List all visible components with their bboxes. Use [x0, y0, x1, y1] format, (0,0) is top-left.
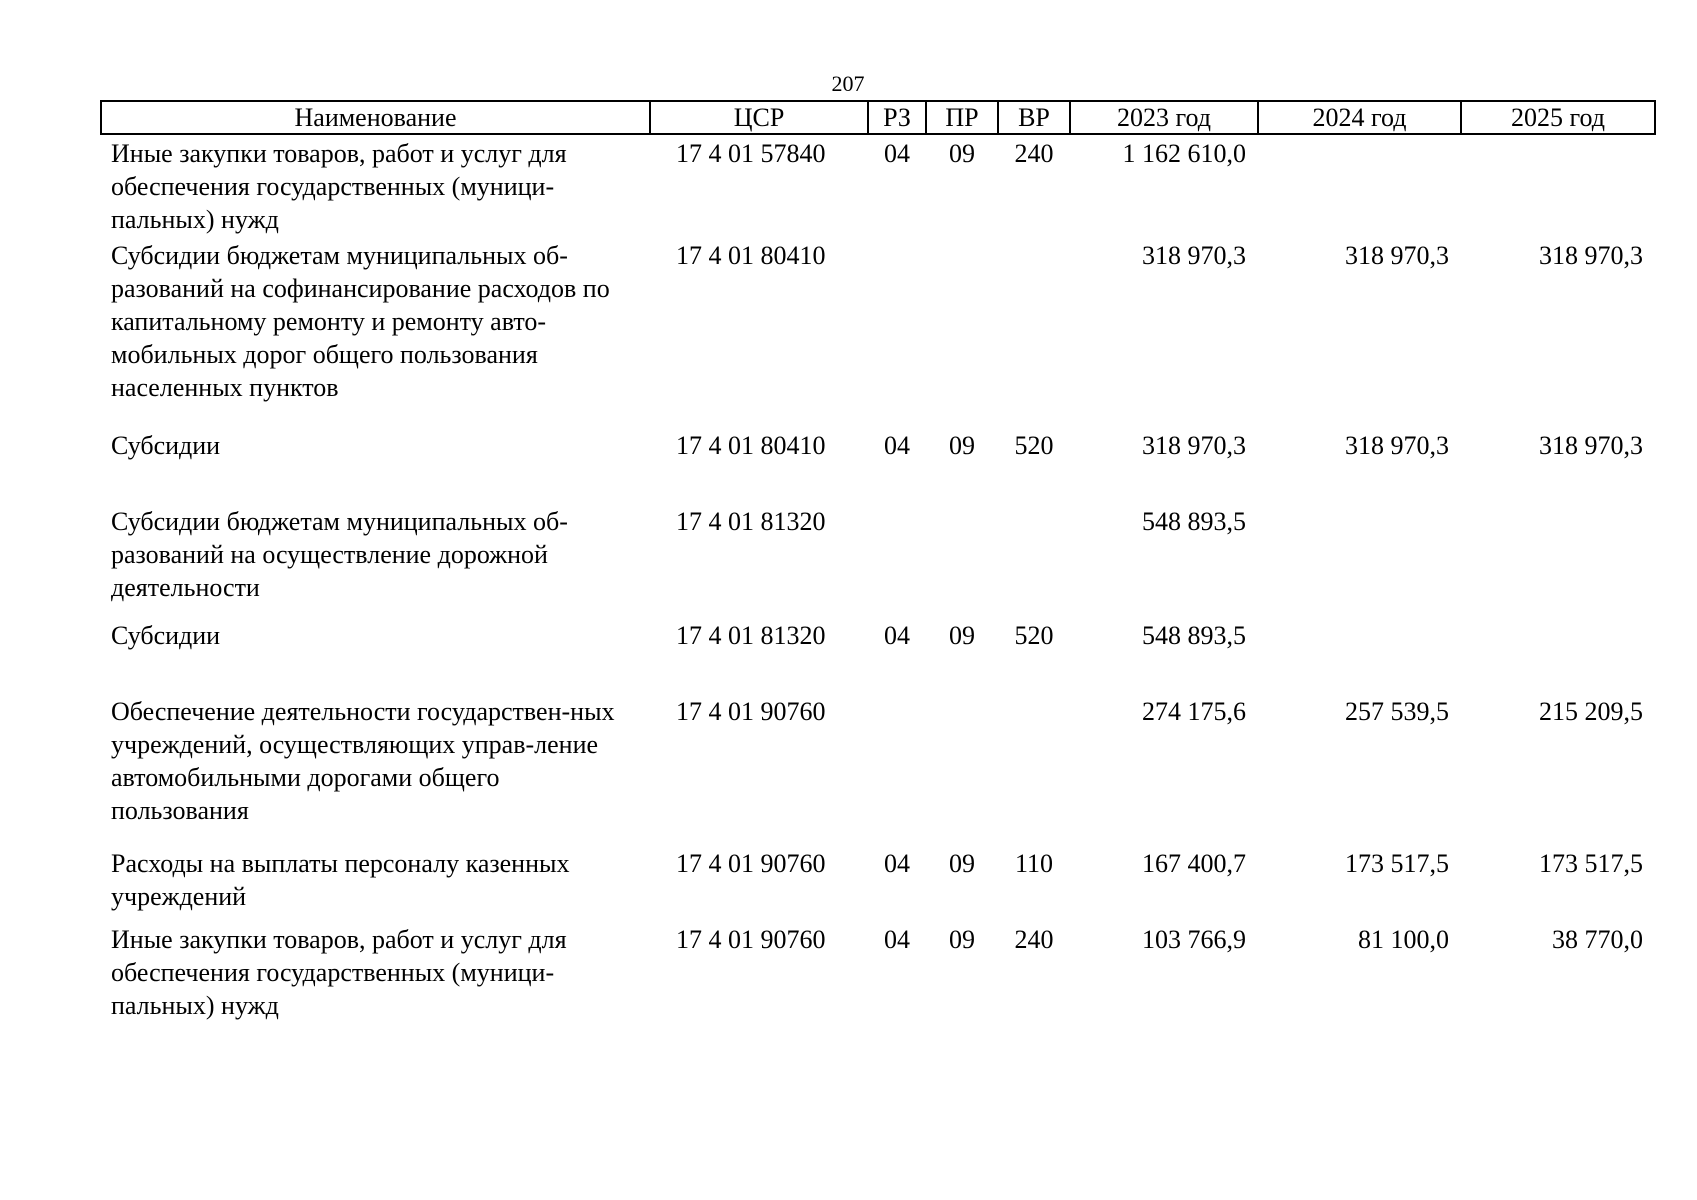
- row-vr: 520: [1014, 431, 1054, 460]
- row-name: Субсидии: [111, 431, 221, 460]
- table-row: [101, 921, 1655, 1024]
- row-vr: 110: [1014, 849, 1054, 878]
- table-row: [101, 134, 1655, 237]
- row-name: Обеспечение деятельности государствен-ных учреждений, осуществляющих управ-ление автомобильными дорогами общего пользования: [111, 697, 615, 825]
- row-2024: 173 517,5: [1345, 849, 1449, 878]
- row-2025: 318 970,3: [1539, 431, 1643, 460]
- row-vr: 520: [1014, 621, 1054, 650]
- row-rz: 04: [884, 139, 910, 168]
- row-rz: [868, 237, 926, 427]
- row-rz: [868, 503, 926, 617]
- row-pr: 09: [949, 925, 975, 954]
- header-2024: 2024 год: [1258, 101, 1461, 134]
- budget-table: [100, 100, 1656, 1024]
- table-row: [101, 427, 1655, 503]
- header-name: Наименование: [101, 101, 650, 134]
- row-rz: 04: [884, 431, 910, 460]
- row-2023: 548 893,5: [1142, 621, 1246, 650]
- row-2024: [1258, 617, 1461, 693]
- table-row: [101, 845, 1655, 921]
- row-2023: 167 400,7: [1142, 849, 1246, 878]
- row-2024: [1258, 134, 1461, 237]
- header-pr: ПР: [926, 101, 998, 134]
- row-2023: 318 970,3: [1142, 431, 1246, 460]
- header-rz: РЗ: [868, 101, 926, 134]
- row-pr: 09: [949, 431, 975, 460]
- row-vr: 240: [1014, 925, 1054, 954]
- row-2023: 548 893,5: [1142, 507, 1246, 536]
- row-2024: 318 970,3: [1345, 241, 1449, 270]
- row-2025: 215 209,5: [1539, 697, 1643, 726]
- row-csr: 17 4 01 80410: [676, 241, 826, 270]
- row-rz: 04: [884, 621, 910, 650]
- header-2025: 2025 год: [1461, 101, 1655, 134]
- table-row: [101, 237, 1655, 427]
- row-csr: 17 4 01 90760: [676, 849, 826, 878]
- row-2025: [1461, 134, 1655, 237]
- row-name: Субсидии бюджетам муниципальных об-разований на софинансирование расходов по капитальному ремонту и ремонту авто-мобильных дорог общего пользования населенных пунктов: [111, 241, 610, 402]
- row-pr: [926, 237, 998, 427]
- row-csr: 17 4 01 90760: [676, 925, 826, 954]
- row-2023: 274 175,6: [1142, 697, 1246, 726]
- row-rz: [868, 693, 926, 845]
- row-name: Субсидии: [111, 621, 221, 650]
- row-vr: [998, 503, 1070, 617]
- row-2023: 103 766,9: [1142, 925, 1246, 954]
- row-name: Иные закупки товаров, работ и услуг для обеспечения государственных (муници-пальных) нужд: [111, 925, 567, 1020]
- row-vr: [998, 237, 1070, 427]
- table-row: [101, 617, 1655, 693]
- row-csr: 17 4 01 90760: [676, 697, 826, 726]
- row-vr: 240: [1014, 139, 1054, 168]
- header-vr: ВР: [998, 101, 1070, 134]
- row-2024: [1258, 503, 1461, 617]
- row-pr: 09: [949, 849, 975, 878]
- row-pr: [926, 693, 998, 845]
- row-2025: 173 517,5: [1539, 849, 1643, 878]
- row-2023: 318 970,3: [1142, 241, 1246, 270]
- row-pr: 09: [949, 621, 975, 650]
- row-csr: 17 4 01 81320: [676, 621, 826, 650]
- row-2024: 81 100,0: [1358, 925, 1449, 954]
- row-2023: 1 162 610,0: [1122, 139, 1246, 168]
- row-name: Расходы на выплаты персоналу казенных учреждений: [111, 849, 570, 911]
- row-2024: 257 539,5: [1345, 697, 1449, 726]
- row-csr: 17 4 01 80410: [676, 431, 826, 460]
- row-2024: 318 970,3: [1345, 431, 1449, 460]
- row-pr: 09: [949, 139, 975, 168]
- table-row: [101, 503, 1655, 617]
- table-header-row: [101, 101, 1655, 134]
- row-2025: [1461, 617, 1655, 693]
- row-name: Иные закупки товаров, работ и услуг для обеспечения государственных (муници-пальных) нужд: [111, 139, 567, 234]
- row-rz: 04: [884, 925, 910, 954]
- row-pr: [926, 503, 998, 617]
- row-2025: [1461, 503, 1655, 617]
- row-name: Субсидии бюджетам муниципальных об-разований на осуществление дорожной деятельности: [111, 507, 568, 602]
- row-vr: [998, 693, 1070, 845]
- row-2025: 318 970,3: [1539, 241, 1643, 270]
- row-rz: 04: [884, 849, 910, 878]
- table-row: [101, 693, 1655, 845]
- header-2023: 2023 год: [1070, 101, 1258, 134]
- header-csr: ЦСР: [650, 101, 868, 134]
- row-csr: 17 4 01 57840: [676, 139, 826, 168]
- row-2025: 38 770,0: [1552, 925, 1643, 954]
- row-csr: 17 4 01 81320: [676, 507, 826, 536]
